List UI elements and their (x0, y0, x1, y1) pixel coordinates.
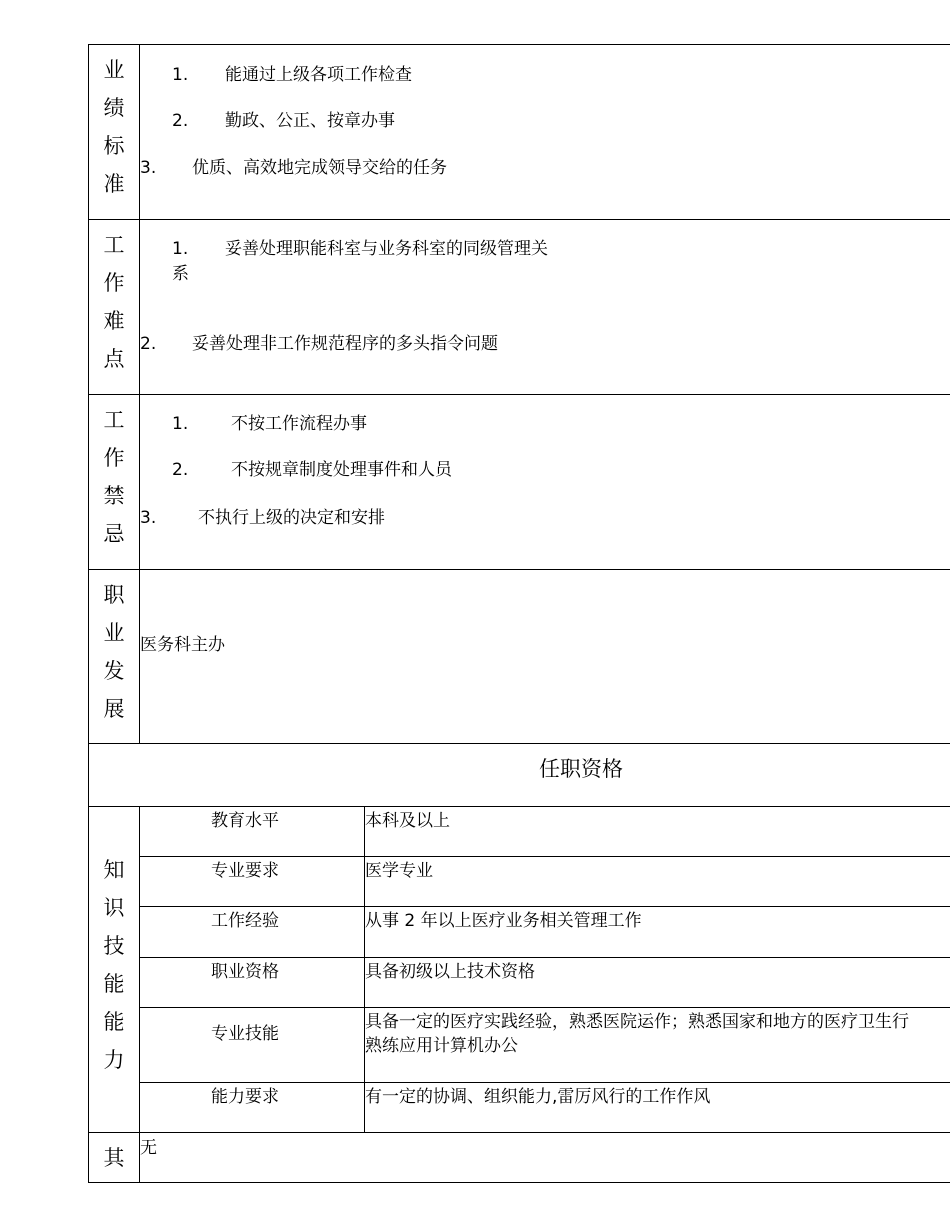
list-number: 1. (172, 239, 189, 259)
border-line (88, 1182, 950, 1183)
list-number: 3. (140, 158, 157, 178)
difficulties-label: 工 作 难 点 (103, 233, 125, 371)
border-line (88, 394, 950, 395)
performance-label: 业 绩 标 准 (103, 58, 125, 196)
performance-item: 能通过上级各项工作检查 (225, 65, 412, 85)
qualification-value: 医学专业 (365, 861, 433, 881)
qualification-name: 教育水平 (211, 811, 279, 831)
performance-item: 优质、高效地完成领导交给的任务 (192, 158, 447, 178)
border-line (88, 743, 950, 744)
difficulty-item: 妥善处理非工作规范程序的多头指令问题 (192, 334, 498, 354)
border-line (139, 906, 950, 907)
prohibition-item: 不执行上级的决定和安排 (198, 508, 385, 528)
border-line (139, 957, 950, 958)
qualification-value: 具备一定的医疗实践经验，熟悉医院运作；熟悉国家和地方的医疗卫生行 (365, 1012, 909, 1032)
border-line (139, 1007, 950, 1008)
difficulty-item-continuation: 系 (172, 264, 189, 284)
border-line (139, 806, 140, 1183)
other-text: 无 (140, 1138, 157, 1158)
qualification-name: 专业技能 (211, 1024, 279, 1044)
border-line (88, 219, 950, 220)
career-text: 医务科主办 (140, 635, 225, 655)
qualification-value-continuation: 熟练应用计算机办公 (365, 1036, 518, 1056)
qualification-value: 本科及以上 (365, 811, 450, 831)
qualifications-title: 任职资格 (539, 757, 623, 781)
difficulty-item: 妥善处理职能科室与业务科室的同级管理关 (225, 239, 548, 259)
knowledge-skills-label: 知 识 技 能 能 力 (103, 858, 125, 1072)
qualification-name: 职业资格 (211, 962, 279, 982)
qualification-name: 专业要求 (211, 861, 279, 881)
list-number: 2. (140, 334, 157, 354)
border-line (88, 44, 950, 45)
border-line (139, 856, 950, 857)
performance-item: 勤政、公正、按章办事 (225, 111, 395, 131)
prohibition-item: 不按工作流程办事 (231, 414, 367, 434)
border-line (88, 1132, 950, 1133)
career-label: 职 业 发 展 (103, 583, 125, 721)
list-number: 3. (140, 508, 157, 528)
other-label: 其 (103, 1146, 125, 1170)
qualification-value: 从事 2 年以上医疗业务相关管理工作 (365, 911, 642, 931)
list-number: 2. (172, 460, 189, 480)
qualification-name: 工作经验 (211, 911, 279, 931)
qualification-value: 具备初级以上技术资格 (365, 962, 535, 982)
prohibitions-label: 工 作 禁 忌 (103, 408, 125, 546)
list-number: 1. (172, 65, 189, 85)
border-line (88, 806, 950, 807)
prohibition-item: 不按规章制度处理事件和人员 (231, 460, 452, 480)
list-number: 2. (172, 111, 189, 131)
border-line (88, 569, 950, 570)
list-number: 1. (172, 414, 189, 434)
border-line (139, 1082, 950, 1083)
qualification-value: 有一定的协调、组织能力,雷厉风行的工作作风 (365, 1087, 711, 1107)
qualification-name: 能力要求 (211, 1087, 279, 1107)
